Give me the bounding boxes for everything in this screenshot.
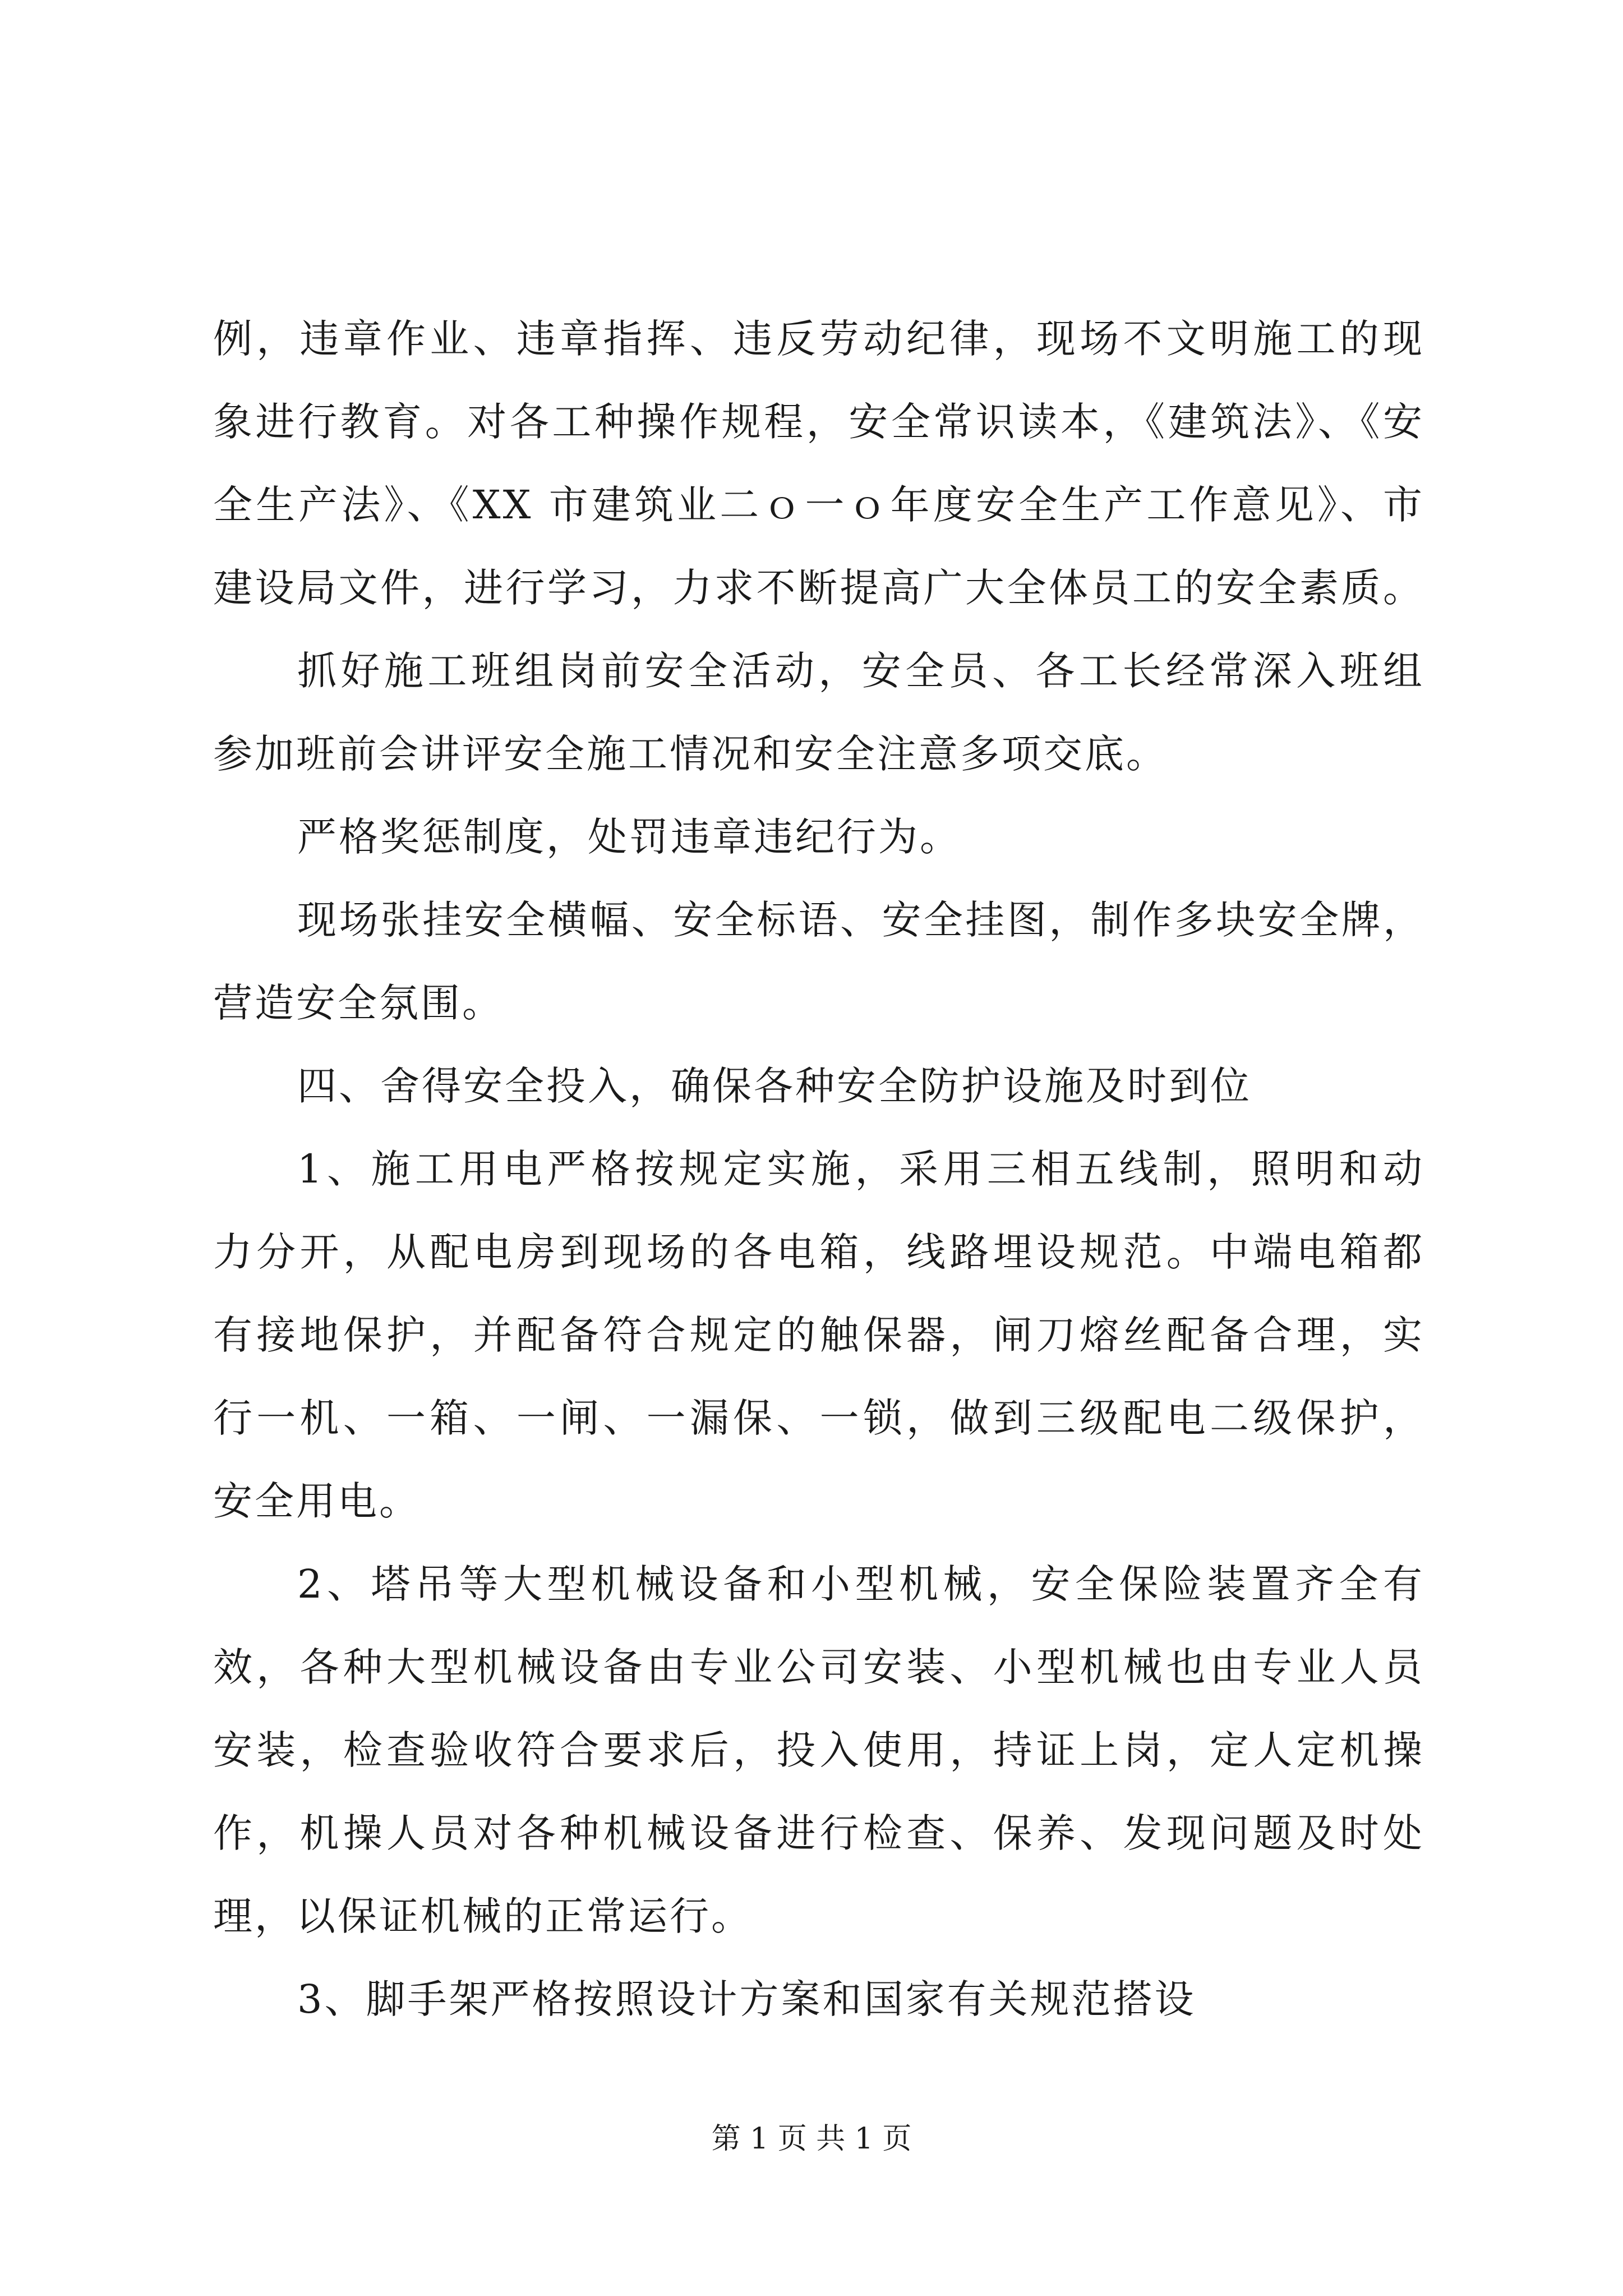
paragraph-line: 效，各种大型机械设备由专业公司安装、小型机械也由专业人员 bbox=[213, 1644, 1424, 1690]
paragraph-line: 2、塔吊等大型机械设备和小型机械，安全保险装置齐全有 bbox=[297, 1561, 1424, 1607]
paragraph-line: 例，违章作业、违章指挥、违反劳动纪律，现场不文明施工的现 bbox=[213, 316, 1424, 362]
page-number-label: 第 1 页 共 1 页 bbox=[711, 2122, 912, 2156]
paragraph-line: 抓好施工班组岗前安全活动，安全员、各工长经常深入班组 bbox=[297, 648, 1424, 694]
paragraph-line: 1、施工用电严格按规定实施，采用三相五线制，照明和动 bbox=[297, 1146, 1424, 1192]
paragraph-item-3 bbox=[213, 1958, 1424, 2041]
paragraph-line: 象进行教育。对各工种操作规程，安全常识读本，《建筑法》、《安 bbox=[213, 399, 1424, 445]
heading-line: 四、舍得安全投入，确保各种安全防护设施及时到位 bbox=[297, 1063, 1252, 1109]
paragraph-line: 营造安全氛围。 bbox=[213, 980, 504, 1026]
paragraph-item-1 bbox=[213, 1128, 1424, 1543]
paragraph-4 bbox=[213, 878, 1424, 1045]
paragraph-line: 现场张挂安全横幅、安全标语、安全挂图，制作多块安全牌， bbox=[297, 897, 1424, 943]
paragraph-line: 安装，检查验收符合要求后，投入使用，持证上岗，定人定机操 bbox=[213, 1727, 1424, 1773]
section-heading-4 bbox=[213, 1045, 1424, 1128]
paragraph-item-2 bbox=[213, 1543, 1424, 1958]
paragraph-line: 行一机、一箱、一闸、一漏保、一锁，做到三级配电二级保护， bbox=[213, 1395, 1424, 1441]
paragraph-line: 力分开，从配电房到现场的各电箱，线路埋设规范。中端电箱都 bbox=[213, 1229, 1424, 1275]
paragraph-1 bbox=[213, 297, 1424, 629]
paragraph-line: 全生产法》、《XX 市建筑业二ｏ一ｏ年度安全生产工作意见》、市 bbox=[213, 482, 1424, 528]
paragraph-2 bbox=[213, 629, 1424, 795]
document-body bbox=[213, 297, 1424, 2041]
paragraph-3 bbox=[213, 795, 1424, 878]
paragraph-line: 理，以保证机械的正常运行。 bbox=[213, 1893, 753, 1939]
paragraph-line: 严格奖惩制度，处罚违章违纪行为。 bbox=[297, 814, 961, 860]
paragraph-line: 参加班前会讲评安全施工情况和安全注意多项交底。 bbox=[213, 731, 1168, 777]
paragraph-line: 安全用电。 bbox=[213, 1478, 421, 1524]
paragraph-line: 建设局文件，进行学习，力求不断提高广大全体员工的安全素质。 bbox=[213, 565, 1424, 611]
paragraph-line: 有接地保护，并配备符合规定的触保器，闸刀熔丝配备合理，实 bbox=[213, 1312, 1424, 1358]
page-footer bbox=[0, 2115, 1623, 2157]
paragraph-line: 作，机操人员对各种机械设备进行检查、保养、发现问题及时处 bbox=[213, 1810, 1424, 1856]
paragraph-line: 3、脚手架严格按照设计方案和国家有关规范搭设 bbox=[297, 1976, 1196, 2022]
